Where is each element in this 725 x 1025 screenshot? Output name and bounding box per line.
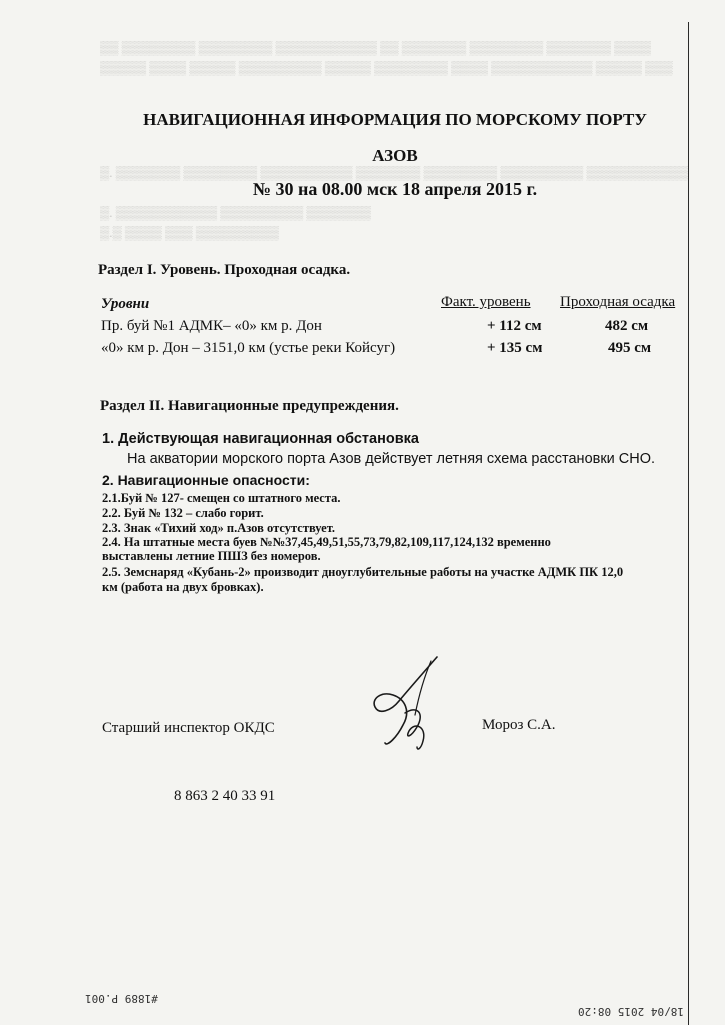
subsection-1-heading: 1. Действующая навигационная обстановка	[102, 431, 419, 447]
fax-timestamp: 18/04 2015 08:20	[578, 1005, 684, 1018]
show-through-text: ▒▒▒▒▒ ▒▒▒▒ ▒▒▒▒▒ ▒▒▒▒▒▒▒▒▒ ▒▒▒▒▒ ▒▒▒▒▒▒▒▒ ▒▒▒▒ ▒▒▒▒▒▒▒▒▒▒▒ ▒▒▒▒▒ ▒▒▒	[100, 60, 673, 75]
show-through-text: ▒.▒ ▒▒▒▒ ▒▒▒ ▒▒▒▒▒▒▒▒▒	[100, 225, 279, 240]
contact-phone: 8 863 2 40 33 91	[174, 788, 276, 804]
hazard-item: 2.3. Знак «Тихий ход» п.Азов отсутствует.	[102, 521, 336, 535]
hazard-item: 2.1.Буй № 127- смещен со штатного места.	[102, 491, 341, 505]
hazard-item-continuation: км (работа на двух бровках).	[102, 580, 264, 594]
show-through-text: ▒. ▒▒▒▒▒▒▒▒▒▒▒ ▒▒▒▒▒▒▒▒▒ ▒▒▒▒▒▒▒	[100, 205, 371, 220]
fax-page-marker: #1889 P.001	[85, 992, 158, 1005]
row-label: «0» км р. Дон – 3151,0 км (устье реки Койсуг)	[101, 340, 396, 356]
row-draft: 482 см	[605, 318, 649, 334]
show-through-text: ▒▒ ▒▒▒▒▒▒▒▒ ▒▒▒▒▒▒▒▒ ▒▒▒▒▒▒▒▒▒▒▒ ▒▒ ▒▒▒▒▒▒▒ ▒▒▒▒▒▒▒▒ ▒▒▒▒▒▒▒ ▒▒▒▒	[100, 40, 651, 55]
subsection-1-text: На акватории морского порта Азов действует летняя схема расстановки СНО.	[127, 451, 656, 467]
document-title: НАВИГАЦИОННАЯ ИНФОРМАЦИЯ ПО МОРСКОМУ ПОРТУ	[143, 110, 647, 129]
hazard-item-continuation: выставлены летние ПШЗ без номеров.	[102, 549, 321, 563]
signatory-position: Старший инспектор ОКДС	[102, 720, 275, 736]
row-label: Пр. буй №1 АДМК– «0» км р. Дон	[101, 318, 322, 334]
show-through-text: ▒. ▒▒▒▒▒▒▒ ▒▒▒▒▒▒▒▒ ▒▒▒▒▒▒▒▒▒▒ ▒▒▒▒▒▒▒ ▒▒▒▒▒▒▒▒ ▒▒▒▒▒▒▒▒▒ ▒▒▒▒▒▒▒▒▒▒▒	[100, 165, 688, 180]
signatory-name: Мороз С.А.	[482, 717, 556, 733]
column-header-levels: Уровни	[101, 296, 150, 312]
row-draft: 495 см	[608, 340, 652, 356]
handwritten-signature	[365, 655, 475, 755]
section-1-heading: Раздел I. Уровень. Проходная осадка.	[98, 262, 351, 278]
section-2-heading: Раздел II. Навигационные предупреждения.	[100, 398, 399, 414]
column-header-draft: Проходная осадка	[560, 294, 676, 310]
scan-edge-line	[688, 22, 689, 1025]
bulletin-number-date: № 30 на 08.00 мск 18 апреля 2015 г.	[252, 179, 538, 199]
subsection-2-heading: 2. Навигационные опасности:	[102, 472, 310, 488]
hazard-item: 2.5. Земснаряд «Кубань-2» производит дноуглубительные работы на участке АДМК ПК 12,0	[102, 565, 624, 579]
row-fact-level: + 135 см	[487, 340, 543, 356]
column-header-fact-level: Факт. уровень	[441, 294, 531, 310]
row-fact-level: + 112 см	[487, 318, 542, 334]
port-name: АЗОВ	[372, 146, 418, 165]
hazard-item: 2.4. На штатные места буев №№37,45,49,51,55,73,79,82,109,117,124,132 временно	[102, 535, 551, 549]
hazard-item: 2.2. Буй № 132 – слабо горит.	[102, 506, 264, 520]
